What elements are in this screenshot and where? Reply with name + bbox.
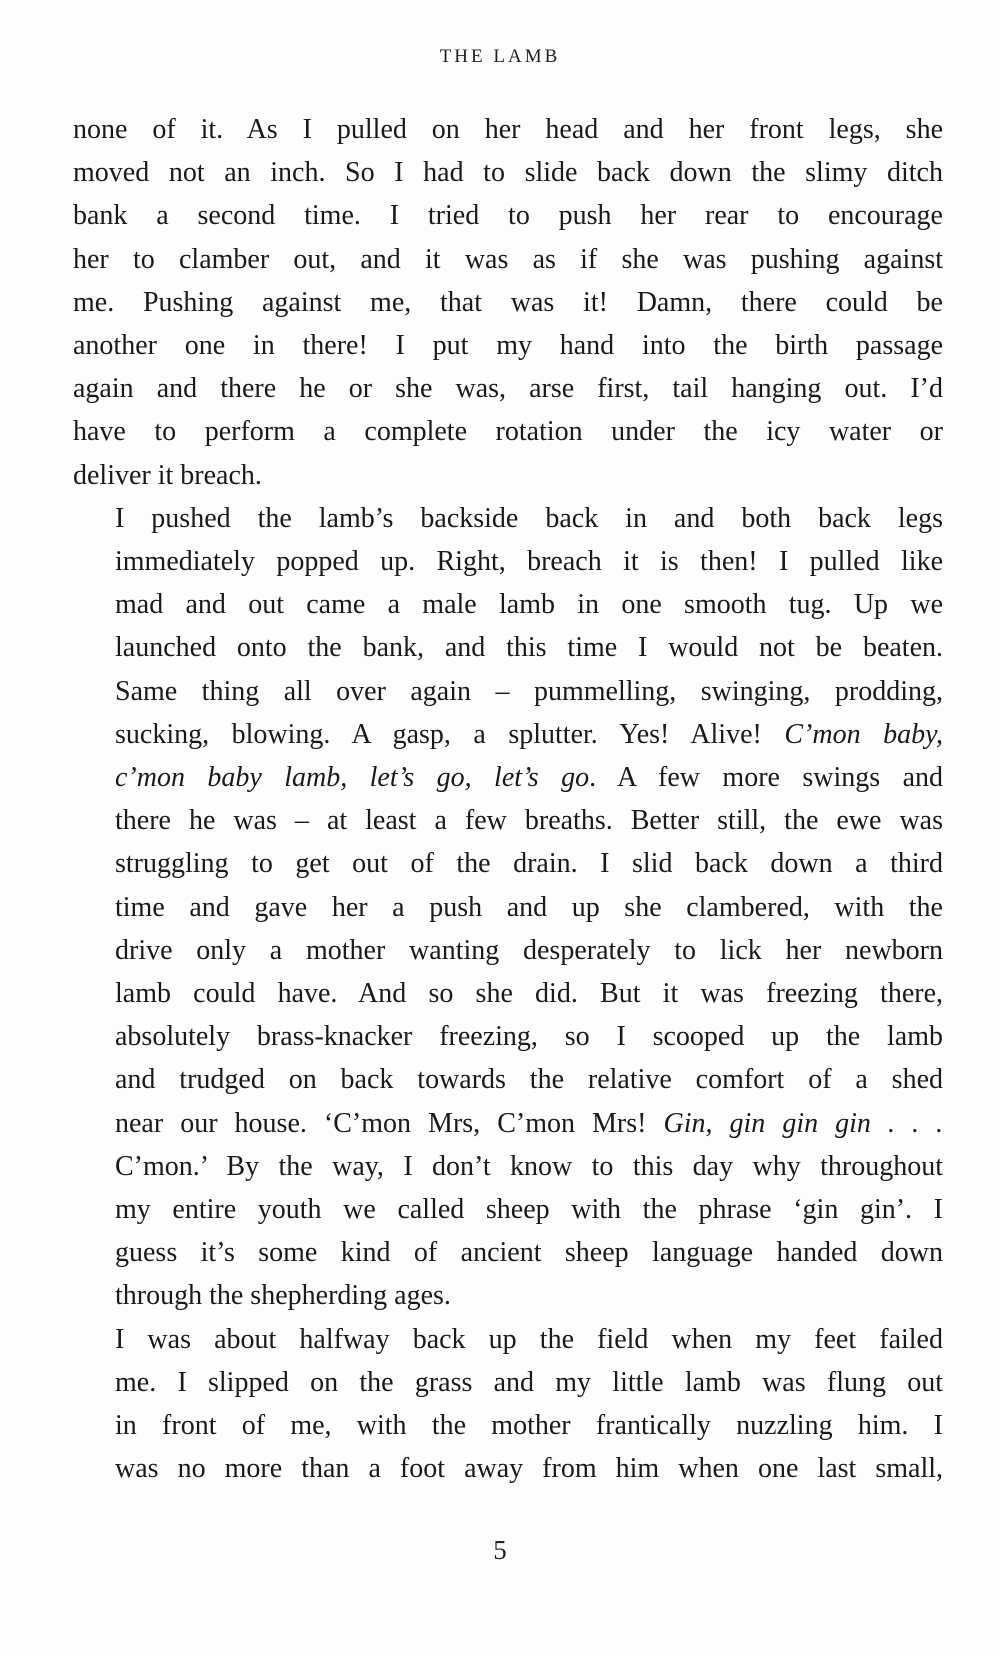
text-line: was no more than a foot away from him when one last small, (115, 1453, 943, 1485)
text-line (73, 1102, 943, 1145)
text-line: my entire youth we called sheep with the phrase ‘gin gin’. I (115, 1194, 943, 1226)
text-line: I was about halfway back up the field when my feet failed (115, 1323, 943, 1355)
text-line: another one in there! I put my hand into the birth passage (73, 330, 943, 362)
text-line: me. I slipped on the grass and my little lamb was flung out (115, 1366, 943, 1398)
page-number: 5 (493, 1535, 507, 1565)
text-line: through the shepherding ages. (115, 1280, 451, 1312)
text-line: struggling to get out of the drain. I slid back down a third (115, 848, 943, 880)
text-line: moved not an inch. So I had to slide back down the slimy ditch (73, 157, 943, 189)
text-run: sucking, blowing. A gasp, a splutter. Yes! Alive! (115, 718, 785, 750)
text-line: in front of me, with the mother frantically nuzzling him. I (115, 1410, 943, 1442)
text-line (73, 756, 943, 799)
text-line: time and gave her a push and up she clambered, with the (115, 891, 943, 923)
text-line: none of it. As I pulled on her head and her front legs, she (73, 114, 943, 145)
paragraph-1 (73, 108, 943, 497)
text-line: guess it’s some kind of ancient sheep language handed down (115, 1237, 943, 1269)
paragraph-3 (73, 1318, 943, 1491)
text-line: immediately popped up. Right, breach it is then! I pulled like (115, 546, 943, 578)
text-line: bank a second time. I tried to push her rear to encourage (73, 200, 943, 232)
text-line: me. Pushing against me, that was it! Damn, there could be (73, 286, 943, 318)
text-line: C’mon.’ By the way, I don’t know to this day why throughout (115, 1150, 943, 1182)
text-run: near our house. ‘C’mon Mrs, C’mon Mrs! (115, 1107, 664, 1139)
text-line: I pushed the lamb’s backside back in and both back legs (115, 502, 943, 534)
text-line: lamb could have. And so she did. But it was freezing there, (115, 978, 943, 1010)
body-text (73, 108, 943, 1491)
italic-run: C’mon baby, (784, 718, 943, 750)
text-line: there he was – at least a few breaths. Better still, the ewe was (115, 805, 943, 837)
text-line: mad and out came a male lamb in one smooth tug. Up we (115, 589, 943, 621)
text-line (73, 713, 943, 756)
text-run: . A few more swings and (589, 762, 943, 794)
text-line: launched onto the bank, and this time I would not be beaten. (115, 632, 943, 664)
text-line: her to clamber out, and it was as if she was pushing against (73, 243, 943, 275)
paragraph-2 (73, 497, 943, 1318)
text-line: again and there he or she was, arse first, tail hanging out. I’d (73, 373, 943, 405)
text-line: absolutely brass-knacker freezing, so I scooped up the lamb (115, 1021, 943, 1053)
text-line: and trudged on back towards the relative comfort of a shed (115, 1064, 943, 1096)
running-head: THE LAMB (439, 46, 561, 67)
italic-run: c’mon baby lamb, let’s go, let’s go (115, 762, 590, 794)
text-line: deliver it breach. (73, 459, 262, 491)
text-line: Same thing all over again – pummelling, swinging, prodding, (115, 675, 943, 707)
italic-run: Gin, gin gin gin . . . (663, 1107, 943, 1139)
text-line: have to perform a complete rotation under the icy water or (73, 416, 943, 448)
text-line: drive only a mother wanting desperately to lick her newborn (115, 934, 943, 966)
